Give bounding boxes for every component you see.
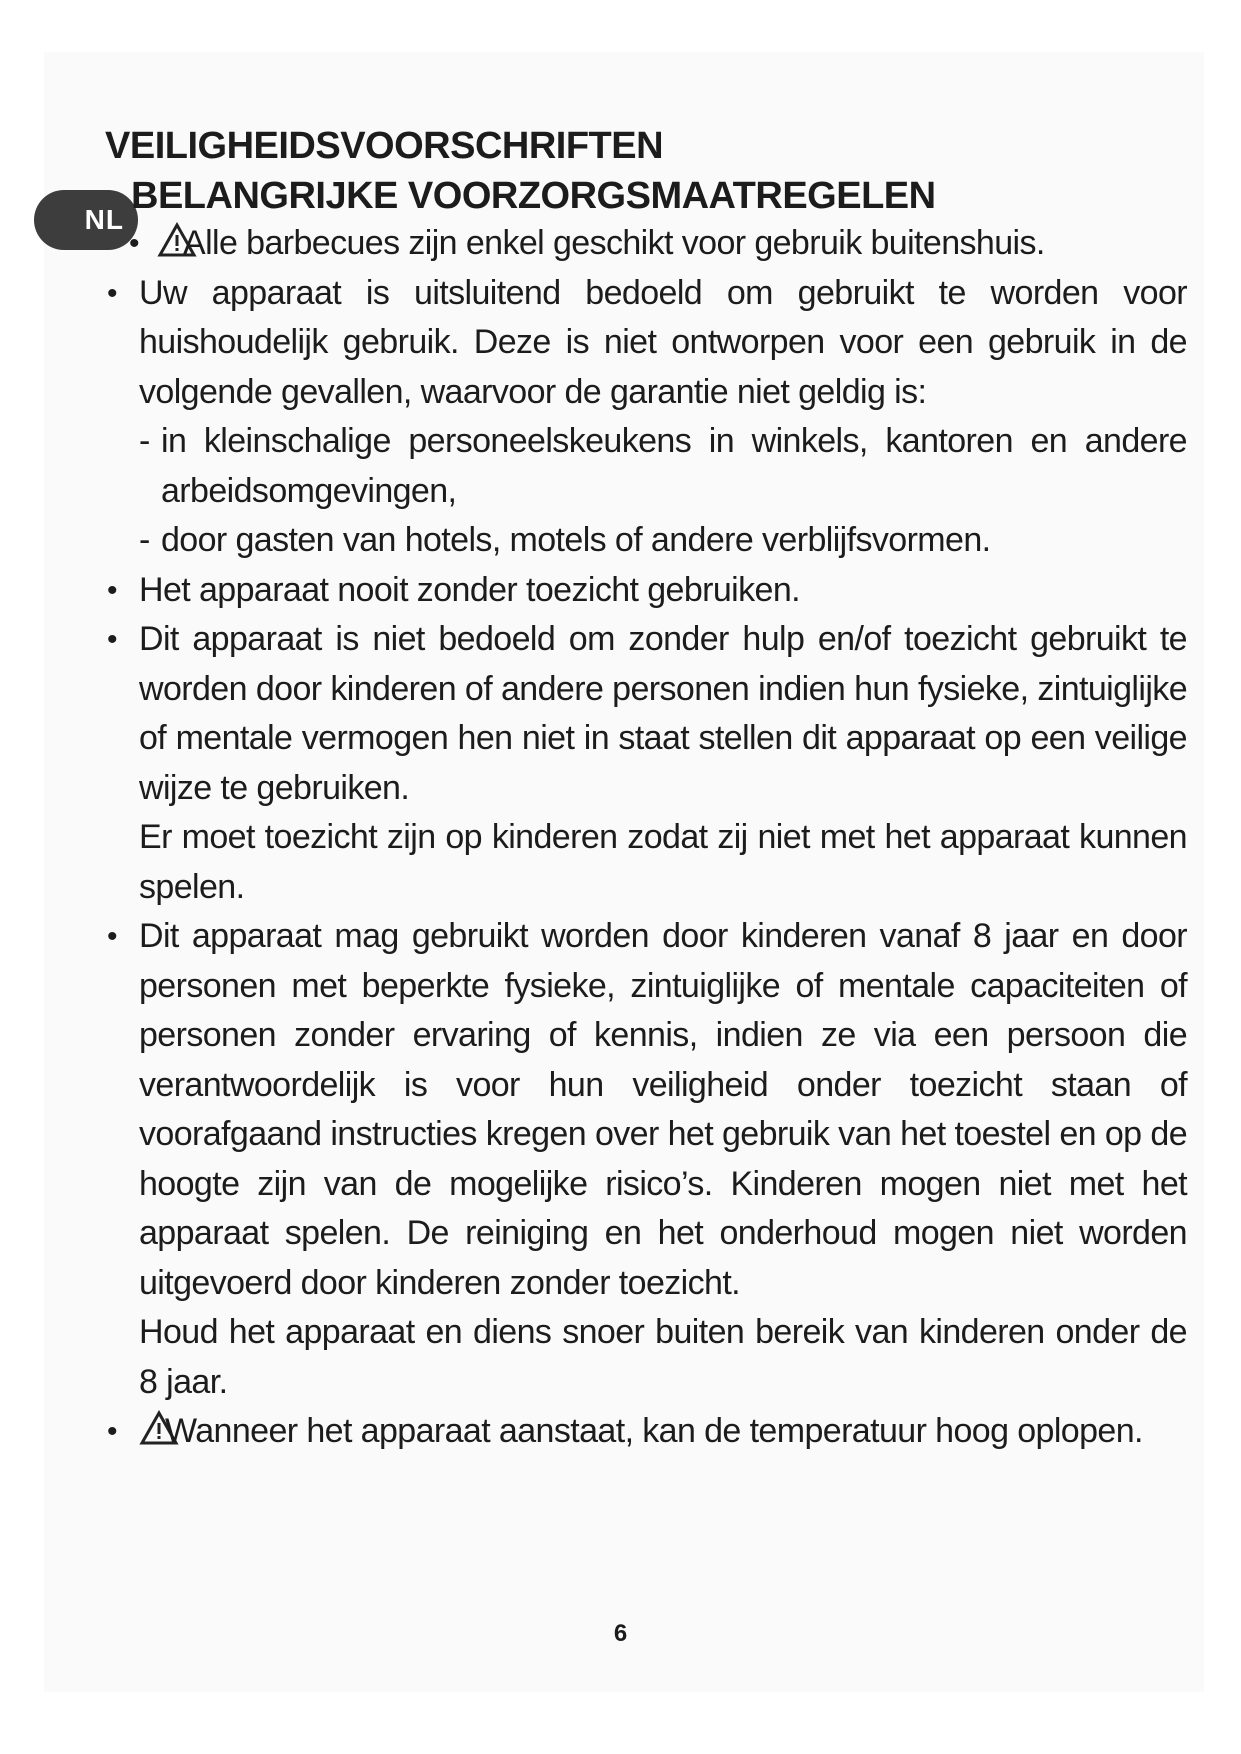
item-text: Er moet toezicht zijn op kinderen zodat zij niet met het apparaat kunnen spelen. <box>139 818 1187 906</box>
list-item <box>107 912 1187 1407</box>
list-item <box>107 615 1187 912</box>
item-text: Uw apparaat is uitsluitend bedoeld om gebruikt te worden voor huishoudelijk gebruik. Deze is niet ontworpen voor een gebruik in de volgende gevallen, waarvoor de garantie niet geldig is: <box>139 273 1187 411</box>
bullet: • <box>107 573 117 607</box>
item-text: Dit apparaat mag gebruikt worden door kinderen vanaf 8 jaar en door personen met beperkte fysieke, zintuiglijke of mentale capaciteiten of personen zonder ervaring of kennis, indien ze via een persoon die verantwoordelijk is voor hun veiligheid onder toezicht staan of voorafgaand instructies kregen over het gebruik van het toestel en op de hoogte zijn van de mogelijke risico’s. Kinderen mogen niet met het apparaat spelen. De reiniging en het onderhoud mogen niet worden uitgevoerd door kinderen zonder toezicht. <box>139 917 1187 1302</box>
bullet: • <box>107 623 117 656</box>
item-text: Wanneer het apparaat aanstaat, kan de temperatuur hoog oplopen. <box>139 1407 1187 1457</box>
sub-item: - door gasten van hotels, motels of andere verblijfsvormen. <box>139 516 1187 566</box>
item-text: Dit apparaat is niet bedoeld om zonder hulp en/of toezicht gebruikt te worden door kinderen of andere personen indien hun fysieke, zintuiglijke of mentale vermogen hen niet in staat stellen dit apparaat op een veilige wijze te gebruiken. <box>139 620 1187 807</box>
list-item <box>107 1407 1187 1457</box>
section-subtitle: BELANGRIJKE VOORZORGSMAATREGELEN <box>131 175 936 217</box>
list-item <box>129 219 1187 269</box>
bullet: • <box>107 276 117 310</box>
language-badge: NL <box>34 190 138 250</box>
safety-instructions <box>107 219 1187 1457</box>
section-title: VEILIGHEIDSVOORSCHRIFTEN <box>105 125 664 167</box>
list-item <box>107 269 1187 566</box>
list-item <box>107 566 1187 616</box>
bullet: • <box>107 920 117 953</box>
item-text: Het apparaat nooit zonder toezicht gebruiken. <box>139 570 801 609</box>
dash: - <box>139 521 150 559</box>
bullet: • <box>107 1415 117 1448</box>
sub-item: - in kleinschalige personeelskeukens in winkels, kantoren en andere arbeidsomgevingen, <box>139 417 1187 516</box>
page-number: 6 <box>613 1620 628 1647</box>
item-text: Houd het apparaat en diens snoer buiten bereik van kinderen onder de 8 jaar. <box>139 1313 1187 1401</box>
bullet: • <box>129 227 139 260</box>
dash: - <box>139 422 150 460</box>
item-text: Alle barbecues zijn enkel geschikt voor gebruik buitenshuis. <box>157 219 1187 269</box>
